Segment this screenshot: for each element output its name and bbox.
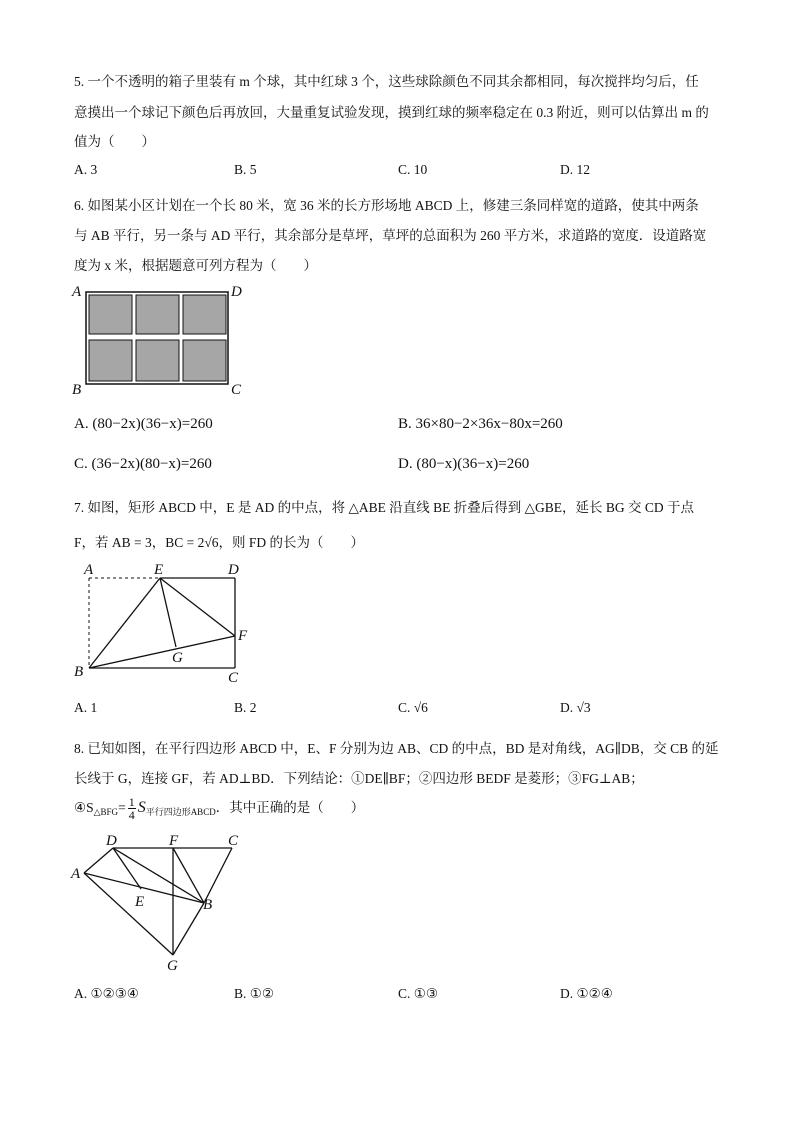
q7-option-b: B. 2 [234, 700, 257, 715]
q6-line2: 与 AB 平行，另一条与 AD 平行，其余部分是草坪，草坪的总面积为 260 平方米，求道路的宽度．设道路宽 [74, 228, 707, 243]
q7-label-b: B [74, 664, 84, 680]
q7-option-c: C. √6 [398, 700, 428, 715]
q7-label-c: C [228, 670, 239, 686]
q8-label-d: D [106, 833, 117, 849]
q8-line3 [74, 796, 364, 821]
q7-label-d: D [228, 562, 239, 578]
q6-label-b: B [72, 382, 82, 398]
q6-lawn-6 [183, 340, 226, 381]
q6-label-c: C [231, 382, 242, 398]
q6-figure [70, 282, 250, 400]
q6-lawn-3 [183, 295, 226, 334]
q8-line3-eq: = [118, 800, 126, 815]
q5-option-c: C. 10 [398, 162, 428, 177]
q5-line2: 意摸出一个球记下颜色后再放回，大量重复试验发现，摸到红球的频率稳定在 0.3 附近，则可以估算出 m 的 [74, 105, 709, 120]
q8-option-a: A. ①②③④ [74, 986, 139, 1001]
q8-frac-num: 1 [128, 795, 135, 810]
q7-label-g: G [172, 650, 183, 666]
q5-line3: 值为（ ） [74, 134, 155, 149]
q8-line3-s: S [137, 799, 146, 816]
q8-line-bg [173, 903, 204, 955]
q8-option-b: B. ①② [234, 986, 274, 1001]
q7-line1: 7. 如图，矩形 ABCD 中，E 是 AD 的中点，将 △ABE 沿直线 BE 折叠后得到 △GBE，延长 BG 交 CD 于点 [74, 500, 695, 515]
q8-frac-den: 4 [128, 808, 135, 823]
q8-label-e: E [135, 894, 145, 910]
q8-line-de [113, 848, 141, 889]
q6-lawn-4 [89, 340, 132, 381]
q8-label-b: B [203, 897, 213, 913]
q6-option-a: A. (80−2x)(36−x)=260 [74, 416, 213, 432]
q7-option-a: A. 1 [74, 700, 98, 715]
q8-option-c: C. ①③ [398, 986, 438, 1001]
q8-line3-sub: △BFG [93, 807, 119, 817]
q8-line2: 长线于 G，连接 GF，若 AD⊥BD．下列结论：①DE∥BF；②四边形 BEDF 是菱形；③FG⊥AB； [74, 771, 644, 786]
q6-option-b: B. 36×80−2×36x−80x=260 [398, 416, 563, 432]
q6-option-c: C. (36−2x)(80−x)=260 [74, 456, 212, 472]
q8-label-c: C [228, 833, 239, 849]
q5-option-a: A. 3 [74, 162, 98, 177]
q8-line3-c: ．其中正确的是（ ） [215, 800, 365, 815]
q5-option-d: D. 12 [560, 162, 590, 177]
q7-label-f: F [238, 628, 248, 644]
q8-line-fb [173, 848, 204, 903]
q8-line-db [113, 848, 204, 903]
q8-figure [70, 833, 250, 976]
q6-option-d: D. (80−x)(36−x)=260 [398, 456, 530, 472]
q7-label-a: A [84, 562, 94, 578]
q5-line1: 5. 一个不透明的箱子里装有 m 个球，其中红球 3 个，这些球除颜色不同其余都相同，每次搅拌均匀后，任 [74, 74, 699, 89]
q5-option-b: B. 5 [234, 162, 257, 177]
q8-line1: 8. 已知如图，在平行四边形 ABCD 中，E、F 分别为边 AB、CD 的中点，BD 是对角线，AG∥DB，交 CB 的延 [74, 741, 719, 756]
q8-option-d: D. ①②④ [560, 986, 613, 1001]
q8-fraction [128, 796, 136, 821]
q8-line3-sub2: 平行四边形ABCD [145, 807, 216, 817]
q8-line3-a: ④S [74, 800, 94, 815]
q8-label-f: F [169, 833, 179, 849]
q6-lawn-2 [136, 295, 179, 334]
q6-line3: 度为 x 米，根据题意可列方程为（ ） [74, 258, 317, 273]
q6-lawn-1 [89, 295, 132, 334]
q8-label-a: A [71, 866, 81, 882]
q8-line-cb [204, 848, 232, 903]
q6-line1: 6. 如图某小区计划在一个长 80 米，宽 36 米的长方形场地 ABCD 上，修建三条同样宽的道路，使其中两条 [74, 198, 699, 213]
q8-label-g: G [167, 958, 178, 974]
q7-option-d: D. √3 [560, 700, 591, 715]
q7-label-e: E [154, 562, 164, 578]
q6-label-d: D [231, 284, 242, 300]
q7-line2: F，若 AB = 3，BC = 2√6，则 FD 的长为（ ） [74, 535, 365, 550]
q8-line-ad [84, 848, 113, 873]
q7-figure [70, 560, 260, 688]
q6-label-a: A [72, 284, 82, 300]
q8-line-ag [84, 873, 173, 955]
q6-lawn-5 [136, 340, 179, 381]
